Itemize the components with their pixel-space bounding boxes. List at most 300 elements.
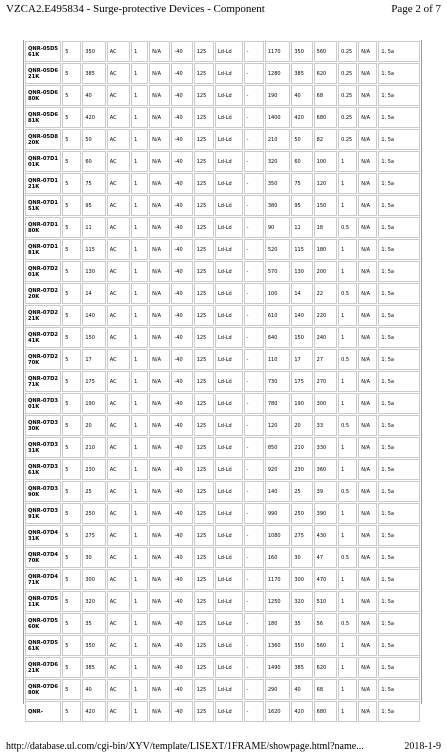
table-cell: 1 — [131, 415, 148, 436]
table-cell: AC — [107, 151, 130, 172]
table-cell: - — [244, 459, 264, 480]
table-cell: 100 — [265, 283, 291, 304]
table-cell: 1, 5a — [378, 129, 420, 150]
table-cell: Ld-Ld — [215, 393, 243, 414]
table-cell: Ld-Ld — [215, 547, 243, 568]
table-cell: 270 — [314, 371, 337, 392]
table-cell: 0.25 — [338, 63, 357, 84]
table-cell: 850 — [265, 437, 291, 458]
table-row — [25, 591, 420, 612]
table-cell: N/A — [149, 151, 170, 172]
table-cell: 1 — [338, 701, 357, 722]
table-cell: 1360 — [265, 635, 291, 656]
table-cell: AC — [107, 679, 130, 700]
table-row — [25, 481, 420, 502]
table-cell: 470 — [314, 569, 337, 590]
table-cell: 175 — [291, 371, 312, 392]
table-cell: 1 — [131, 217, 148, 238]
table-row — [25, 195, 420, 216]
table-cell: 1170 — [265, 569, 291, 590]
table-cell: 125 — [194, 503, 214, 524]
table-cell: - — [244, 547, 264, 568]
model-number-cell: QNR-05D621K — [25, 63, 61, 84]
table-cell: 1 — [131, 371, 148, 392]
table-cell: 1 — [338, 195, 357, 216]
table-cell: 420 — [291, 701, 312, 722]
table-cell: AC — [107, 63, 130, 84]
table-cell: 1 — [131, 41, 148, 62]
table-cell: 250 — [291, 503, 312, 524]
table-cell: 0.25 — [338, 107, 357, 128]
table-cell: 1 — [131, 547, 148, 568]
table-cell: N/A — [149, 459, 170, 480]
table-cell: N/A — [358, 525, 377, 546]
table-cell: 180 — [314, 239, 337, 260]
table-cell: N/A — [358, 679, 377, 700]
table-cell: 1 — [131, 151, 148, 172]
table-cell: 0.25 — [338, 85, 357, 106]
table-row — [25, 635, 420, 656]
table-cell: 1 — [131, 503, 148, 524]
table-row — [25, 85, 420, 106]
table-cell: Ld-Ld — [215, 217, 243, 238]
table-cell: 120 — [265, 415, 291, 436]
table-cell: -40 — [171, 525, 192, 546]
table-cell: 1 — [338, 173, 357, 194]
table-cell: 385 — [82, 657, 105, 678]
table-cell: 40 — [291, 679, 312, 700]
table-cell: 220 — [314, 305, 337, 326]
table-cell: 1, 5a — [378, 371, 420, 392]
table-cell: N/A — [149, 679, 170, 700]
page-header — [6, 3, 441, 17]
table-cell: 180 — [265, 613, 291, 634]
model-number-cell: QNR-07D621K — [25, 657, 61, 678]
table-cell: N/A — [358, 569, 377, 590]
table-cell: 300 — [314, 393, 337, 414]
table-row — [25, 239, 420, 260]
table-cell: 17 — [291, 349, 312, 370]
model-number-cell: QNR-07D560K — [25, 613, 61, 634]
table-cell: -40 — [171, 503, 192, 524]
table-cell: AC — [107, 327, 130, 348]
table-cell: 47 — [314, 547, 337, 568]
table-cell: - — [244, 437, 264, 458]
table-cell: 125 — [194, 547, 214, 568]
table-cell: AC — [107, 481, 130, 502]
table-cell: 350 — [82, 635, 105, 656]
table-cell: AC — [107, 547, 130, 568]
table-cell: - — [244, 657, 264, 678]
table-cell: 1, 5a — [378, 547, 420, 568]
table-cell: -40 — [171, 217, 192, 238]
table-cell: N/A — [149, 327, 170, 348]
model-number-cell: QNR-07D511K — [25, 591, 61, 612]
table-cell: 510 — [314, 591, 337, 612]
table-cell: 1 — [131, 85, 148, 106]
table-cell: 1 — [131, 679, 148, 700]
model-number-cell: QNR-07D561K — [25, 635, 61, 656]
table-cell: N/A — [149, 393, 170, 414]
table-cell: 1, 5a — [378, 525, 420, 546]
table-cell: 125 — [194, 635, 214, 656]
table-cell: 5 — [62, 151, 81, 172]
table-cell: - — [244, 591, 264, 612]
table-cell: Ld-Ld — [215, 283, 243, 304]
table-cell: 125 — [194, 173, 214, 194]
table-cell: N/A — [358, 107, 377, 128]
table-cell: Ld-Ld — [215, 261, 243, 282]
table-cell: 1 — [131, 239, 148, 260]
table-cell: N/A — [358, 85, 377, 106]
table-cell: 350 — [291, 635, 312, 656]
table-cell: 1 — [131, 635, 148, 656]
table-cell: AC — [107, 437, 130, 458]
table-cell: AC — [107, 613, 130, 634]
source-url: http://database.ul.com/cgi-bin/XYV/template/LISEXT/1FRAME/showpage.html?name... — [6, 741, 364, 752]
table-cell: 420 — [82, 107, 105, 128]
table-row — [25, 415, 420, 436]
table-row — [25, 371, 420, 392]
table-row — [25, 327, 420, 348]
table-cell: 5 — [62, 85, 81, 106]
table-cell: N/A — [149, 107, 170, 128]
table-row — [25, 613, 420, 634]
table-cell: 125 — [194, 305, 214, 326]
table-cell: N/A — [149, 85, 170, 106]
table-cell: AC — [107, 657, 130, 678]
table-cell: N/A — [149, 195, 170, 216]
table-cell: - — [244, 305, 264, 326]
model-number-cell: QNR-07D221K — [25, 305, 61, 326]
table-cell: Ld-Ld — [215, 481, 243, 502]
table-cell: 5 — [62, 525, 81, 546]
table-cell: 210 — [82, 437, 105, 458]
print-date: 2018-1-9 — [404, 741, 441, 752]
model-number-cell: QNR-07D301K — [25, 393, 61, 414]
table-cell: 39 — [314, 481, 337, 502]
table-cell: 1, 5a — [378, 569, 420, 590]
table-cell: AC — [107, 591, 130, 612]
table-cell: 1 — [131, 349, 148, 370]
table-cell: - — [244, 613, 264, 634]
table-cell: 5 — [62, 459, 81, 480]
model-number-cell: QNR-07D391K — [25, 503, 61, 524]
table-cell: Ld-Ld — [215, 503, 243, 524]
table-cell: 125 — [194, 459, 214, 480]
table-cell: 5 — [62, 547, 81, 568]
table-cell: 0.5 — [338, 613, 357, 634]
model-number-cell: QNR-05D680K — [25, 85, 61, 106]
table-cell: -40 — [171, 415, 192, 436]
table-cell: 30 — [82, 547, 105, 568]
table-cell: 1 — [338, 679, 357, 700]
table-cell: AC — [107, 107, 130, 128]
table-cell: Ld-Ld — [215, 107, 243, 128]
table-cell: 1 — [131, 591, 148, 612]
table-cell: AC — [107, 371, 130, 392]
table-cell: 5 — [62, 349, 81, 370]
table-cell: N/A — [149, 129, 170, 150]
table-cell: 1 — [338, 503, 357, 524]
table-cell: 385 — [291, 63, 312, 84]
table-cell: N/A — [149, 239, 170, 260]
table-cell: -40 — [171, 679, 192, 700]
table-cell: N/A — [358, 63, 377, 84]
table-cell: 125 — [194, 657, 214, 678]
model-number-cell: QNR-05D681K — [25, 107, 61, 128]
table-cell: 5 — [62, 305, 81, 326]
table-cell: 40 — [82, 679, 105, 700]
table-cell: 560 — [314, 635, 337, 656]
table-cell: 0.5 — [338, 481, 357, 502]
table-cell: 18 — [314, 217, 337, 238]
table-cell: 1 — [338, 657, 357, 678]
table-cell: 1620 — [265, 701, 291, 722]
table-cell: AC — [107, 129, 130, 150]
table-cell: 25 — [82, 481, 105, 502]
table-cell: AC — [107, 459, 130, 480]
table-cell: N/A — [358, 327, 377, 348]
table-cell: 0.25 — [338, 129, 357, 150]
table-cell: 1 — [131, 459, 148, 480]
table-cell: 125 — [194, 613, 214, 634]
table-cell: AC — [107, 239, 130, 260]
table-cell: Ld-Ld — [215, 63, 243, 84]
table-cell: - — [244, 261, 264, 282]
table-cell: 780 — [265, 393, 291, 414]
table-cell: AC — [107, 305, 130, 326]
table-cell: N/A — [149, 349, 170, 370]
table-cell: Ld-Ld — [215, 635, 243, 656]
table-cell: N/A — [358, 437, 377, 458]
table-cell: 110 — [265, 349, 291, 370]
table-cell: N/A — [358, 591, 377, 612]
table-row — [25, 261, 420, 282]
table-cell: 520 — [265, 239, 291, 260]
model-number-cell: QNR-07D241K — [25, 327, 61, 348]
table-body — [25, 41, 420, 722]
table-cell: 5 — [62, 657, 81, 678]
model-number-cell: QNR-07D471K — [25, 569, 61, 590]
table-cell: 20 — [291, 415, 312, 436]
table-cell: 1, 5a — [378, 151, 420, 172]
table-cell: N/A — [149, 591, 170, 612]
table-cell: Ld-Ld — [215, 327, 243, 348]
table-cell: 350 — [82, 41, 105, 62]
table-cell: N/A — [358, 635, 377, 656]
table-row — [25, 63, 420, 84]
table-cell: 1, 5a — [378, 85, 420, 106]
table-cell: 1 — [338, 327, 357, 348]
table-cell: 1, 5a — [378, 701, 420, 722]
table-cell: 1 — [338, 459, 357, 480]
table-cell: 140 — [291, 305, 312, 326]
table-cell: 1 — [338, 371, 357, 392]
table-cell: -40 — [171, 393, 192, 414]
table-cell: 385 — [291, 657, 312, 678]
table-row — [25, 151, 420, 172]
table-cell: Ld-Ld — [215, 173, 243, 194]
table-cell: 125 — [194, 41, 214, 62]
table-cell: 75 — [82, 173, 105, 194]
table-cell: AC — [107, 701, 130, 722]
table-cell: -40 — [171, 459, 192, 480]
table-cell: N/A — [149, 635, 170, 656]
table-cell: 95 — [291, 195, 312, 216]
table-cell: N/A — [149, 547, 170, 568]
table-cell: N/A — [358, 129, 377, 150]
table-cell: -40 — [171, 481, 192, 502]
table-cell: N/A — [358, 415, 377, 436]
table-row — [25, 679, 420, 700]
document-title: VZCA2.E495834 - Surge-protective Devices - Component — [6, 3, 265, 15]
table-cell: 390 — [314, 503, 337, 524]
table-cell: 33 — [314, 415, 337, 436]
table-cell: N/A — [358, 239, 377, 260]
table-cell: 1 — [131, 63, 148, 84]
table-cell: 1490 — [265, 657, 291, 678]
table-cell: AC — [107, 283, 130, 304]
table-cell: 1 — [131, 283, 148, 304]
table-cell: 130 — [82, 261, 105, 282]
table-cell: - — [244, 63, 264, 84]
table-cell: Ld-Ld — [215, 151, 243, 172]
table-cell: 5 — [62, 437, 81, 458]
table-cell: AC — [107, 349, 130, 370]
table-cell: - — [244, 327, 264, 348]
table-cell: N/A — [358, 481, 377, 502]
table-cell: N/A — [358, 173, 377, 194]
table-cell: 5 — [62, 261, 81, 282]
table-cell: 1 — [131, 107, 148, 128]
table-row — [25, 393, 420, 414]
table-cell: N/A — [149, 41, 170, 62]
table-cell: Ld-Ld — [215, 591, 243, 612]
table-cell: -40 — [171, 613, 192, 634]
table-cell: 1, 5a — [378, 635, 420, 656]
table-cell: Ld-Ld — [215, 41, 243, 62]
table-cell: 5 — [62, 41, 81, 62]
table-cell: Ld-Ld — [215, 129, 243, 150]
table-row — [25, 173, 420, 194]
table-cell: 68 — [314, 679, 337, 700]
table-cell: - — [244, 41, 264, 62]
table-cell: 125 — [194, 151, 214, 172]
table-cell: 56 — [314, 613, 337, 634]
table-cell: 190 — [82, 393, 105, 414]
table-cell: 60 — [291, 151, 312, 172]
table-cell: 5 — [62, 679, 81, 700]
table-cell: N/A — [358, 41, 377, 62]
table-cell: 5 — [62, 481, 81, 502]
table-cell: Ld-Ld — [215, 657, 243, 678]
table-cell: 350 — [265, 173, 291, 194]
table-cell: 385 — [82, 63, 105, 84]
table-cell: 75 — [291, 173, 312, 194]
table-cell: N/A — [358, 701, 377, 722]
table-cell: 1400 — [265, 107, 291, 128]
model-number-cell: QNR-05D561K — [25, 41, 61, 62]
table-row — [25, 569, 420, 590]
table-cell: 5 — [62, 569, 81, 590]
table-cell: 20 — [82, 415, 105, 436]
table-cell: N/A — [149, 261, 170, 282]
table-cell: 0.5 — [338, 547, 357, 568]
table-cell: 360 — [314, 459, 337, 480]
table-cell: 5 — [62, 393, 81, 414]
table-cell: 1, 5a — [378, 283, 420, 304]
table-cell: 1, 5a — [378, 459, 420, 480]
table-cell: 1 — [338, 635, 357, 656]
table-cell: 40 — [82, 85, 105, 106]
table-cell: 1, 5a — [378, 305, 420, 326]
table-row — [25, 283, 420, 304]
table-cell: 1 — [131, 173, 148, 194]
table-cell: 1 — [338, 393, 357, 414]
table-cell: - — [244, 393, 264, 414]
table-cell: 680 — [314, 701, 337, 722]
table-cell: 25 — [291, 481, 312, 502]
table-cell: 1 — [131, 657, 148, 678]
table-cell: 620 — [314, 657, 337, 678]
table-cell: 35 — [291, 613, 312, 634]
table-cell: Ld-Ld — [215, 525, 243, 546]
table-cell: 1, 5a — [378, 239, 420, 260]
table-cell: - — [244, 679, 264, 700]
table-cell: 1, 5a — [378, 415, 420, 436]
table-cell: 68 — [314, 85, 337, 106]
table-cell: 125 — [194, 525, 214, 546]
table-cell: 1170 — [265, 41, 291, 62]
table-cell: 140 — [82, 305, 105, 326]
table-cell: 120 — [314, 173, 337, 194]
table-cell: 5 — [62, 371, 81, 392]
table-cell: 11 — [291, 217, 312, 238]
table-cell: 60 — [82, 151, 105, 172]
table-cell: N/A — [149, 217, 170, 238]
table-cell: 1 — [338, 151, 357, 172]
table-row — [25, 129, 420, 150]
table-cell: 1 — [131, 701, 148, 722]
model-number-cell: QNR-07D431K — [25, 525, 61, 546]
table-cell: 0.5 — [338, 415, 357, 436]
table-cell: - — [244, 701, 264, 722]
table-cell: - — [244, 503, 264, 524]
table-cell: 1, 5a — [378, 107, 420, 128]
table-cell: AC — [107, 195, 130, 216]
table-cell: N/A — [149, 503, 170, 524]
table-cell: 570 — [265, 261, 291, 282]
table-cell: 1 — [338, 591, 357, 612]
table-cell: -40 — [171, 701, 192, 722]
table-cell: 5 — [62, 701, 81, 722]
table-cell: N/A — [358, 371, 377, 392]
table-cell: 130 — [291, 261, 312, 282]
table-cell: AC — [107, 261, 130, 282]
model-number-cell: QNR-07D220K — [25, 283, 61, 304]
table-cell: 1, 5a — [378, 437, 420, 458]
table-cell: 430 — [314, 525, 337, 546]
table-cell: -40 — [171, 591, 192, 612]
table-cell: 125 — [194, 569, 214, 590]
table-row — [25, 41, 420, 62]
table-cell: 1 — [338, 305, 357, 326]
table-cell: 5 — [62, 635, 81, 656]
table-cell: 90 — [265, 217, 291, 238]
table-cell: N/A — [358, 393, 377, 414]
table-cell: N/A — [358, 217, 377, 238]
